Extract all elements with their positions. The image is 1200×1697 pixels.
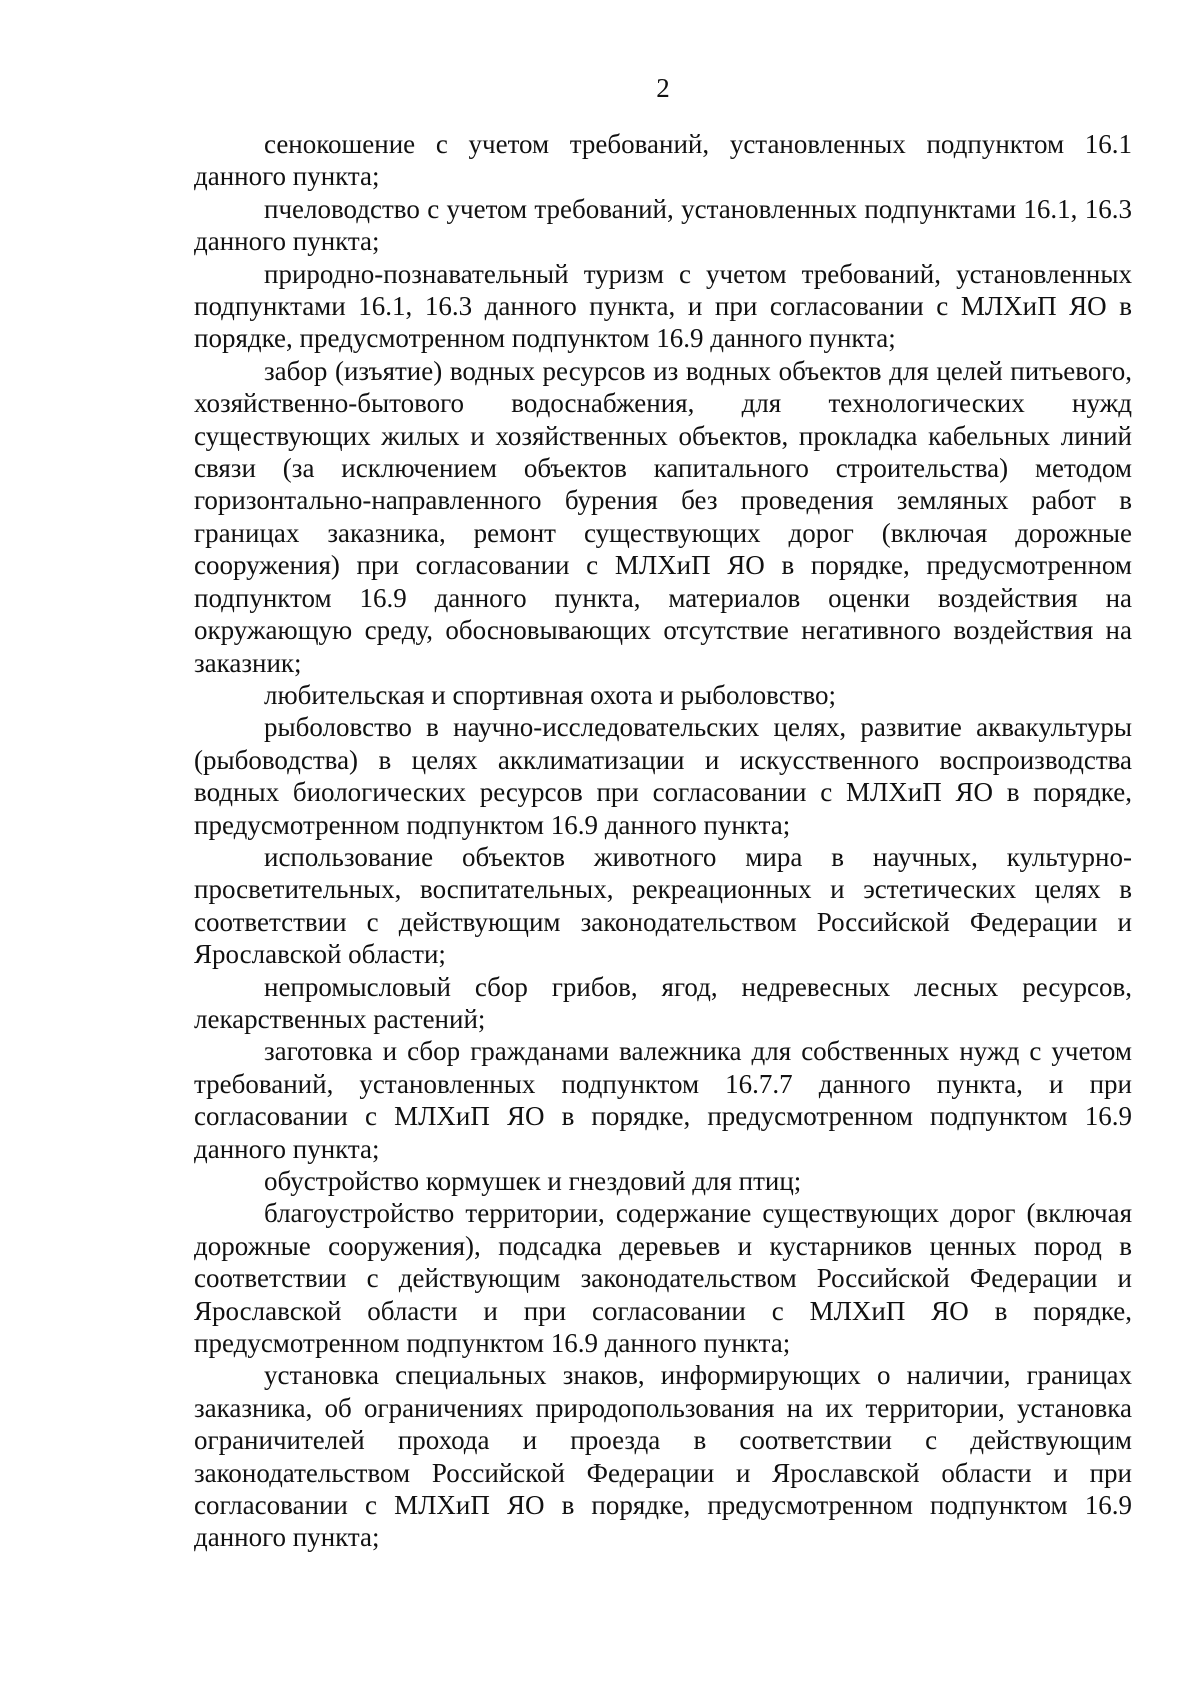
paragraph-wildlife-use: использование объектов животного мира в научных, культурно-просветительных, воспитательных, рекреационных и эстетических целях в соответствии с действующим законодательством Российской Федерации и Ярославской области; <box>194 841 1132 970</box>
paragraph-research-fishing: рыболовство в научно-исследовательских целях, развитие аквакультуры (рыбоводства) в целях акклиматизации и искусственного воспроизводства водных биологических ресурсов при согласовании с МЛХиП ЯО в порядке, предусмотренном подпунктом 16.9 данного пункта; <box>194 712 1132 840</box>
paragraph-eco-tourism: природно-познавательный туризм с учетом требований, установленных подпунктами 16.1, 16.3 данного пункта, и при согласовании с МЛХиП ЯО в порядке, предусмотренном подпунктом 16.9 данного пункта; <box>194 258 1132 354</box>
paragraph-haymaking: сенокошение с учетом требований, установленных подпунктом 16.1 данного пункта; <box>194 129 1132 192</box>
page-number: 2 <box>656 73 670 103</box>
paragraph-signage: установка специальных знаков, информирующих о наличии, границах заказника, об ограничениях природопользования на их территории, установка ограничителей прохода и проезда в соответствии с действующим законодательством Российской Федерации и Ярославской области и при согласовании с МЛХиП ЯО в порядке, предусмотренном подпунктом 16.9 данного пункта; <box>194 1360 1132 1553</box>
paragraph-beekeeping: пчеловодство с учетом требований, установленных подпунктами 16.1, 16.3 данного пункта; <box>194 193 1132 257</box>
paragraph-deadwood: заготовка и сбор гражданами валежника для собственных нужд с учетом требований, установленных подпунктом 16.7.7 данного пункта, и при согласовании с МЛХиП ЯО в порядке, предусмотренном подпунктом 16.9 данного пункта; <box>194 1036 1132 1164</box>
paragraph-water-intake: забор (изъятие) водных ресурсов из водных объектов для целей питьевого, хозяйственно-бытового водоснабжения, для технологических нужд существующих жилых и хозяйственных объектов, прокладка кабельных линий связи (за исключением объектов капитального строительства) методом горизонтально-направленного бурения без проведения земляных работ в границах заказника, ремонт существующих дорог (включая дорожные сооружения) при согласовании с МЛХиП ЯО в порядке, предусмотренном подпунктом 16.9 данного пункта, материалов оценки воздействия на окружающую среду, обосновывающих отсутствие негативного воздействия на заказник; <box>194 355 1132 678</box>
document-body <box>194 128 1132 1554</box>
paragraph-landscaping: благоустройство территории, содержание существующих дорог (включая дорожные сооружения), подсадка деревьев и кустарников ценных пород в соответствии с действующим законодательством Российской Федерации и Ярославской области и при согласовании с МЛХиП ЯО в порядке, предусмотренном подпунктом 16.9 данного пункта; <box>194 1198 1132 1359</box>
paragraph-hunting-fishing: любительская и спортивная охота и рыболовство; <box>264 679 837 710</box>
paragraph-gathering: непромысловый сбор грибов, ягод, недревесных лесных ресурсов, лекарственных растений; <box>194 971 1132 1034</box>
paragraph-bird-feeders: обустройство кормушек и гнездовий для птиц; <box>264 1166 802 1196</box>
